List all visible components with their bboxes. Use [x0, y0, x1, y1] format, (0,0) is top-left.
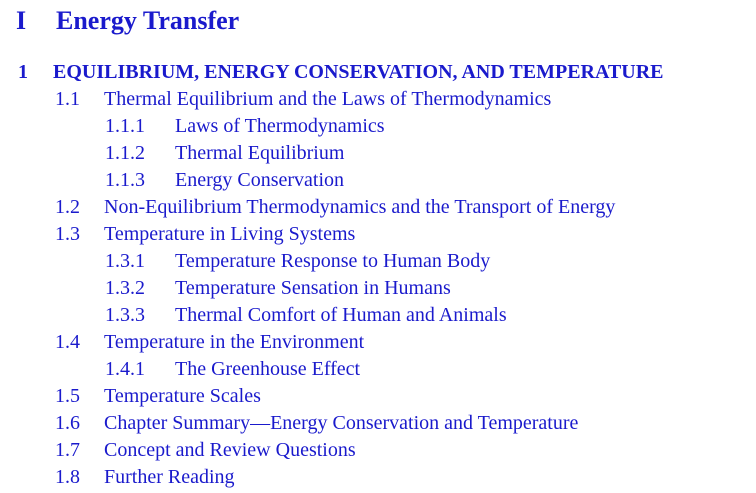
toc-entry-1-1-2[interactable] [0, 140, 756, 167]
toc-entry-1-1-3[interactable] [0, 167, 756, 194]
toc-entry-number: 1.6 [55, 412, 80, 434]
toc-entry-number: 1.4.1 [105, 358, 145, 380]
toc-entry-title: Thermal Equilibrium and the Laws of Thermodynamics [104, 88, 552, 110]
toc-entry-title: Energy Conservation [175, 169, 345, 191]
toc-entry-title: The Greenhouse Effect [175, 358, 361, 380]
toc-entry-title: Temperature in the Environment [104, 331, 365, 353]
toc-entry-number: 1.1.1 [105, 115, 145, 137]
toc-entry-title: Temperature Response to Human Body [175, 250, 491, 272]
toc-entry-1-6[interactable] [0, 410, 756, 437]
toc-entry-1-1-1[interactable] [0, 113, 756, 140]
table-of-contents [0, 86, 756, 491]
chapter-link[interactable] [18, 61, 664, 84]
toc-entry-title: Further Reading [104, 466, 235, 488]
toc-entry-1-3[interactable] [0, 221, 756, 248]
toc-entry-title: Non-Equilibrium Thermodynamics and the Transport of Energy [104, 196, 616, 218]
toc-entry-number: 1.5 [55, 385, 80, 407]
toc-entry-number: 1.3.1 [105, 250, 145, 272]
toc-entry-1-3-2[interactable] [0, 275, 756, 302]
toc-entry-1-4[interactable] [0, 329, 756, 356]
toc-entry-title: Chapter Summary—Energy Conservation and Temperature [104, 412, 579, 434]
toc-entry-1-1[interactable] [0, 86, 756, 113]
toc-entry-1-4-1[interactable] [0, 356, 756, 383]
part-heading[interactable] [16, 6, 239, 36]
toc-entry-number: 1.1.3 [105, 169, 145, 191]
toc-entry-1-3-1[interactable] [0, 248, 756, 275]
toc-entry-title: Temperature in Living Systems [104, 223, 356, 245]
toc-entry-1-2[interactable] [0, 194, 756, 221]
toc-entry-title: Temperature Sensation in Humans [175, 277, 451, 299]
toc-entry-number: 1.3.2 [105, 277, 145, 299]
toc-entry-title: Temperature Scales [104, 385, 261, 407]
toc-entry-number: 1.7 [55, 439, 80, 461]
toc-entry-number: 1.4 [55, 331, 80, 353]
chapter-number: 1 [18, 61, 28, 83]
part-number: I [16, 6, 27, 35]
toc-entry-title: Thermal Comfort of Human and Animals [175, 304, 507, 326]
toc-entry-number: 1.1 [55, 88, 80, 110]
toc-entry-title: Concept and Review Questions [104, 439, 356, 461]
toc-entry-1-8[interactable] [0, 464, 756, 491]
toc-entry-number: 1.3.3 [105, 304, 145, 326]
toc-entry-number: 1.1.2 [105, 142, 145, 164]
chapter-title: EQUILIBRIUM, ENERGY CONSERVATION, AND TEMPERATURE [53, 61, 664, 83]
toc-entry-1-3-3[interactable] [0, 302, 756, 329]
toc-entry-title: Laws of Thermodynamics [175, 115, 385, 137]
toc-entry-title: Thermal Equilibrium [175, 142, 345, 164]
part-title: Energy Transfer [56, 6, 240, 35]
toc-entry-1-5[interactable] [0, 383, 756, 410]
toc-entry-number: 1.2 [55, 196, 80, 218]
toc-entry-1-7[interactable] [0, 437, 756, 464]
toc-entry-number: 1.3 [55, 223, 80, 245]
toc-entry-number: 1.8 [55, 466, 80, 488]
